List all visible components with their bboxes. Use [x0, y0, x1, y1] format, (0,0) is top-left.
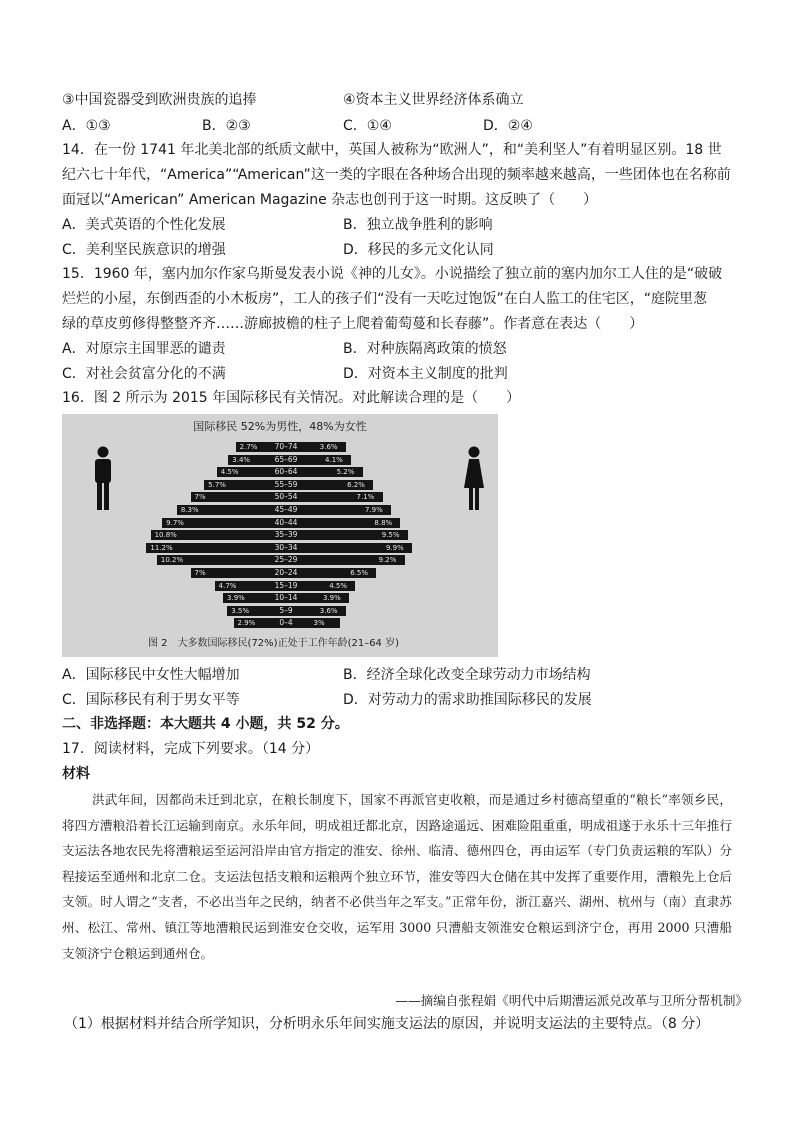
q15-choice-b: B．对种族隔离政策的愤怒	[343, 341, 507, 357]
female-value-label: 3.6%	[319, 443, 338, 451]
q14-choice-b: B．独立战争胜利的影响	[343, 217, 493, 233]
female-value-label: 3.9%	[322, 594, 341, 603]
female-bar	[308, 467, 363, 477]
q15-stem-line-2: 烂烂的小屋，东倒西歪的小木板房”，工人的孩子们“没有一天吃过饱饭”在白人监工的住宅区，“庭院里葱	[62, 291, 708, 307]
age-group-label: 35–39	[264, 530, 308, 540]
section-2-heading: 二、非选择题：本大题共 4 小题，共 52 分。	[62, 716, 349, 732]
age-group-label: 65–69	[264, 455, 308, 465]
q15-choice-d: D．对资本主义制度的批判	[343, 366, 508, 382]
age-group-label: 10–14	[264, 593, 308, 603]
male-value-label: 7%	[194, 493, 206, 502]
male-figure-icon	[92, 446, 114, 512]
age-group-label: 0–4	[264, 618, 308, 628]
q13-option-4: ④资本主义世界经济体系确立	[343, 92, 524, 108]
q17-stem: 17．阅读材料，完成下列要求。（14 分）	[62, 741, 320, 757]
q15-stem-line-3: 绿的草皮剪修得整整齐齐……游廊披檐的柱子上爬着葡萄蔓和长春藤”。作者意在表达（ ）	[62, 316, 644, 332]
male-value-label: 2.7%	[239, 443, 258, 451]
male-value-label: 11.2%	[150, 543, 173, 552]
age-group-label: 70–74	[264, 442, 308, 452]
female-value-label: 9.5%	[381, 531, 400, 540]
female-value-label: 6.2%	[347, 480, 365, 489]
female-value-label: 5.2%	[336, 468, 355, 477]
male-value-label: 9.7%	[166, 518, 184, 527]
chart-title: 国际移民 52%为男性，48%为女性	[193, 420, 367, 433]
q14-stem-line-1: 14．在一份 1741 年北美北部的纸质文献中，英国人被称为“欧洲人”，和“美利坚人”有着明显区别。18 世	[62, 142, 722, 158]
male-value-label: 10.8%	[154, 531, 177, 540]
q14-stem-line-3: 面冠以“American” American Magazine 杂志也创刊于这一时期。这反映了（ ）	[62, 192, 598, 208]
q14-choice-d: D．移民的多元文化认同	[343, 242, 494, 258]
q16-choice-a: A．国际移民中女性大幅增加	[62, 667, 240, 683]
q16-stem: 16．图 2 所示为 2015 年国际移民有关情况。对此解读合理的是（ ）	[62, 390, 521, 406]
age-group-label: 50–54	[264, 492, 308, 502]
female-value-label: 4.5%	[329, 581, 348, 590]
q15-stem-line-1: 15．1960 年，塞内加尔作家乌斯曼发表小说《神的儿女》。小说描绘了独立前的塞内加尔工人住的是“破破	[62, 266, 723, 282]
q15-choice-a: A．对原宗主国罪恶的谴责	[62, 341, 226, 357]
female-value-label: 7.9%	[364, 506, 383, 514]
age-group-label: 20–24	[264, 568, 308, 578]
male-value-label: 3.9%	[227, 594, 245, 603]
male-value-label: 7%	[194, 569, 206, 577]
female-value-label: 3%	[313, 619, 325, 628]
female-value-label: 9.2%	[378, 556, 397, 565]
material-source: ——摘编自张程娟《明代中后期漕运派兑改革与卫所分帮机制》	[395, 993, 748, 1008]
figure-caption: 图 2 大多数国际移民(72%)正处于工作年龄(21–64 岁)	[148, 638, 400, 649]
male-value-label: 3.5%	[231, 606, 250, 615]
age-group-label: 40–44	[264, 518, 308, 528]
age-group-label: 45–49	[264, 505, 308, 515]
population-pyramid-figure	[62, 414, 498, 657]
q13-choice-d: D．②④	[483, 118, 533, 134]
female-value-label: 6.5%	[350, 569, 369, 577]
q14-choice-c: C．美利坚民族意识的增强	[62, 242, 226, 258]
q14-stem-line-2: 纪六七十年代，“America”“American”这一类的字眼在各种场合出现的频率越来越高，一些团体也在名称前	[62, 167, 731, 183]
male-value-label: 5.7%	[208, 480, 226, 489]
female-figure-icon	[462, 446, 486, 512]
q13-option-3: ③中国瓷器受到欧洲贵族的追捧	[62, 92, 257, 108]
female-value-label: 8.8%	[374, 518, 393, 527]
q13-choice-b: B．②③	[202, 118, 251, 134]
male-value-label: 8.3%	[180, 506, 199, 514]
q14-choice-a: A．美式英语的个性化发展	[62, 217, 226, 233]
material-text: 洪武年间，因都尚未迁到北京，在粮长制度下，国家不再派官吏收粮，而是通过乡村德高望重的“粮长”率领乡民，将四方漕粮沿着长江运输到南京。永乐年间，明成祖迁都北京，因路途遥远、困难险阻重重，明成祖遂于永乐十三年推行支运法各地农民先将漕粮运至运河沿岸由官方指定的淮安、徐州、临清、德州四仓，再由运军（专门负责运粮的军队）分程接运至通州和北京二仓。支运法包括支粮和运粮两个独立环节，淮安等四大仓储在其中发挥了重要作用，漕粮先上仓后支领。时人谓之“支者，不必出当年之民纳，纳者不必供当年之军支。”正常年份，浙江嘉兴、湖州、杭州与（南）直隶苏州、松江、常州、镇江等地漕粮民运到淮安仓交收，运军用 3000 只漕船支领淮安仓粮运到济宁仓，再用 2000 只漕船支领济宁仓粮运到通州仓。	[62, 792, 732, 961]
age-group-label: 60–64	[264, 467, 308, 477]
material-label: 材料	[62, 766, 90, 782]
male-value-label: 2.9%	[237, 619, 256, 628]
q16-choice-c: C．国际移民有利于男女平等	[62, 692, 240, 708]
male-value-label: 3.4%	[232, 455, 251, 464]
q16-choice-d: D．对劳动力的需求助推国际移民的发展	[343, 692, 592, 708]
q13-choice-a: A．①③	[62, 118, 111, 134]
female-value-label: 4.1%	[325, 455, 343, 464]
q15-choice-c: C．对社会贫富分化的不满	[62, 366, 226, 382]
q13-choice-c: C．①④	[343, 118, 392, 134]
q16-choice-b: B．经济全球化改变全球劳动力市场结构	[343, 667, 591, 683]
age-group-label: 55–59	[264, 480, 308, 490]
female-value-label: 7.1%	[356, 493, 375, 502]
age-group-label: 30–34	[264, 543, 308, 553]
q17-subquestion-1: （1）根据材料并结合所学知识，分析明永乐年间实施支运法的原因，并说明支运法的主要特点。（8 分）	[64, 1016, 710, 1032]
age-group-label: 15–19	[264, 581, 308, 591]
age-group-label: 5–9	[264, 606, 308, 616]
male-value-label: 4.5%	[220, 468, 239, 477]
female-value-label: 9.9%	[385, 543, 404, 552]
male-value-label: 4.7%	[218, 581, 237, 590]
age-group-label: 25–29	[264, 555, 308, 565]
male-value-label: 10.2%	[160, 556, 184, 565]
female-value-label: 3.6%	[319, 606, 338, 615]
